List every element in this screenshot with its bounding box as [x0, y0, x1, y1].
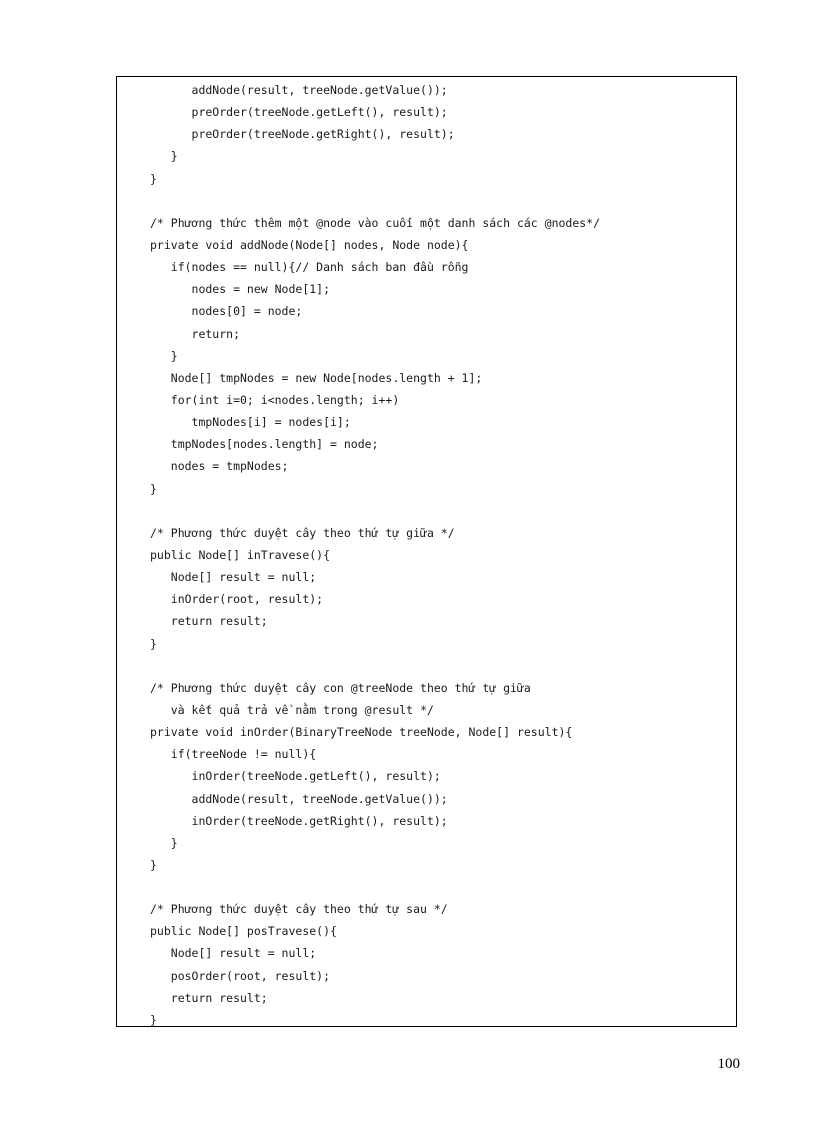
code-line: preOrder(treeNode.getLeft(), result);: [150, 105, 448, 120]
code-line: /* Phương thức duyệt cây theo thứ tự giữa */: [150, 525, 455, 540]
code-line: và kết quả trả về nằm trong @result */: [150, 702, 434, 717]
code-line: inOrder(treeNode.getRight(), result);: [150, 813, 448, 828]
code-line: nodes = new Node[1];: [150, 282, 331, 297]
code-line: if(treeNode != null){: [150, 747, 317, 762]
code-line: Node[] result = null;: [150, 946, 317, 961]
code-line: /* Phương thức duyệt cây con @treeNode theo thứ tự giữa: [150, 680, 531, 695]
code-line: return;: [150, 326, 241, 341]
code-line: [150, 190, 600, 212]
code-line: addNode(result, treeNode.getValue());: [150, 83, 448, 97]
code-line: return result;: [150, 990, 268, 1005]
page-number: 100: [717, 1056, 740, 1072]
code-line: nodes = tmpNodes;: [150, 459, 289, 474]
code-line: }: [150, 835, 178, 850]
code-line: }: [150, 481, 157, 496]
code-line: /* Phương thức duyệt cây theo thứ tự sau */: [150, 902, 448, 917]
code-line: Node[] result = null;: [150, 570, 317, 585]
code-line: private void addNode(Node[] nodes, Node node){: [150, 237, 469, 252]
code-line: tmpNodes[nodes.length] = node;: [150, 437, 379, 452]
code-line: }: [150, 348, 178, 363]
code-line: }: [150, 1012, 157, 1027]
code-line: [150, 655, 600, 677]
code-line: [150, 500, 600, 522]
code-line: public Node[] posTravese(){: [150, 924, 337, 939]
code-line: }: [150, 149, 178, 164]
code-line: tmpNodes[i] = nodes[i];: [150, 415, 351, 430]
code-line: inOrder(root, result);: [150, 592, 324, 607]
code-line: for(int i=0; i<nodes.length; i++): [150, 392, 400, 407]
code-line: public Node[] inTravese(){: [150, 547, 331, 562]
code-line: [150, 876, 600, 898]
code-listing: [150, 79, 600, 1031]
code-line: }: [150, 636, 157, 651]
code-line: inOrder(treeNode.getLeft(), result);: [150, 769, 441, 784]
code-line: if(nodes == null){// Danh sách ban đầu rỗng: [150, 260, 469, 275]
code-line: nodes[0] = node;: [150, 304, 303, 319]
code-listing-box: [116, 76, 737, 1027]
code-line: Node[] tmpNodes = new Node[nodes.length + 1];: [150, 370, 483, 385]
code-line: private void inOrder(BinaryTreeNode treeNode, Node[] result){: [150, 725, 573, 740]
code-line: addNode(result, treeNode.getValue());: [150, 791, 448, 806]
code-line: preOrder(treeNode.getRight(), result);: [150, 127, 455, 142]
code-line: return result;: [150, 614, 268, 629]
code-line: posOrder(root, result);: [150, 968, 331, 983]
code-line: }: [150, 857, 157, 872]
code-line: /* Phương thức thêm một @node vào cuối một danh sách các @nodes*/: [150, 215, 601, 230]
code-line: }: [150, 171, 157, 186]
